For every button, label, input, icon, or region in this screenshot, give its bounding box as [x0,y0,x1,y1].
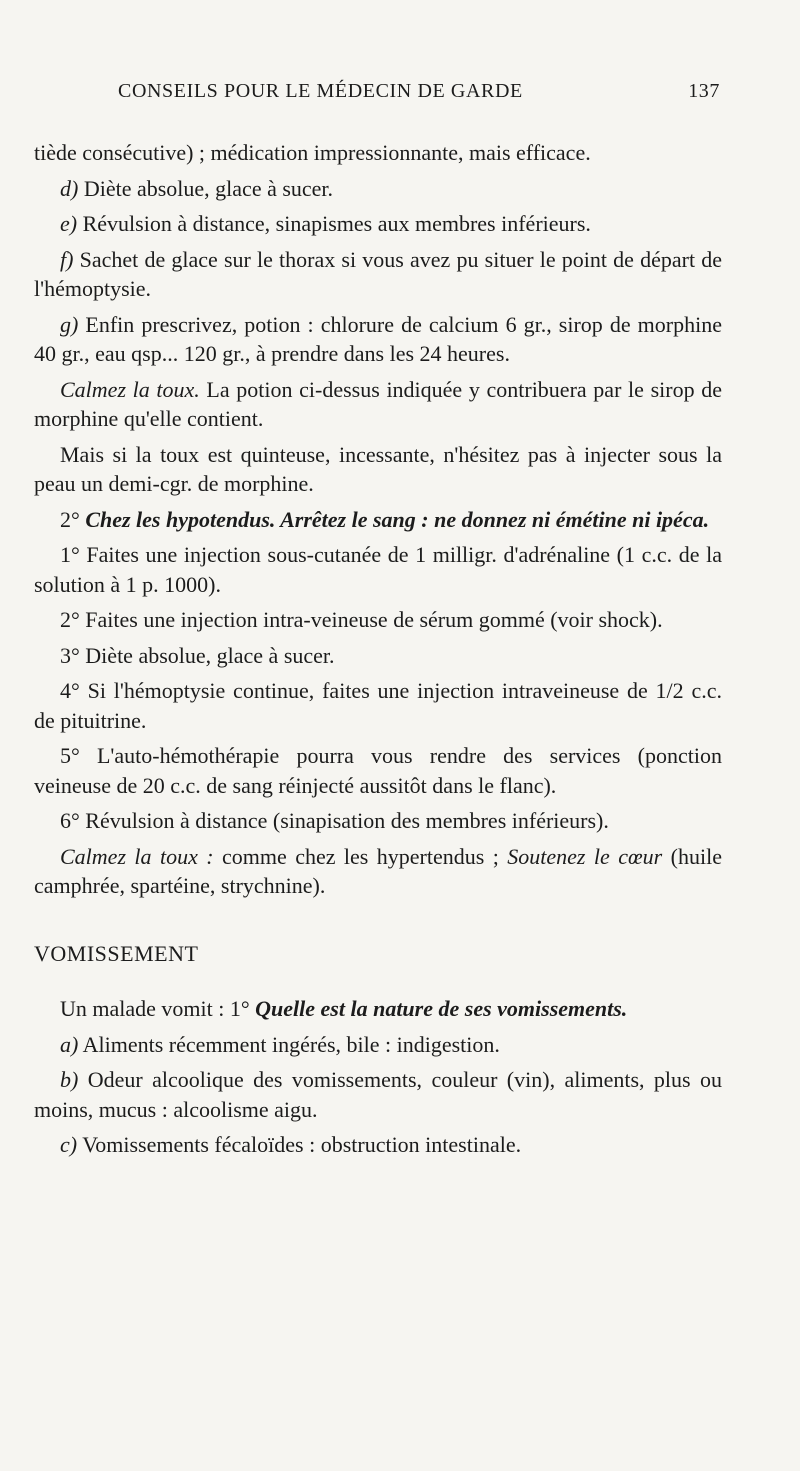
paragraph-item-4: 4° Si l'hémoptysie continue, faites une injection intraveineuse de 1/2 c.c. de pituitrine. [34,678,722,733]
paragraph-item-1: 1° Faites une injection sous-cutanée de 1 milligr. d'adrénaline (1 c.c. de la solution à 1 p. 1000). [34,542,722,597]
bold-italic-heading: Chez les hypotendus. Arrêtez le sang : ne donnez ni émétine ni ipéca. [79,506,710,532]
paragraph-calmez-toux: Calmez la toux. La potion ci-dessus indiquée y contribuera par le sirop de morphine qu'elle contient. [34,376,722,431]
bold-italic-question: Quelle est la nature de ses vomissements. [255,996,628,1021]
page-number: 137 [688,80,720,102]
paragraph-e: e) Révulsion à distance, sinapismes aux membres inférieurs. [60,211,591,236]
paragraph-item-6: 6° Révulsion à distance (sinapisation des membres inférieurs). [60,808,609,833]
paragraph-hypotendus: 2° Chez les hypotendus. Arrêtez le sang : ne donnez ni émétine ni ipéca. [60,506,710,532]
italic-lead: Calmez la toux. [60,376,200,402]
paragraph-f: f) Sachet de glace sur le thorax si vous avez pu situer le point de départ de l'hémoptysie. [34,246,722,301]
paragraph-vomit-b: b) Odeur alcoolique des vomissements, couleur (vin), aliments, plus ou moins, mucus : alcoolisme aigu. [34,1067,722,1122]
paragraph-vomit-a: a) Aliments récemment ingérés, bile : indigestion. [60,1031,500,1057]
list-letter: a) [60,1031,79,1057]
list-letter: b) [60,1067,79,1092]
list-letter: e) [60,211,78,236]
list-letter: f) [60,246,74,272]
running-title: CONSEILS POUR LE MÉDECIN DE GARDE [118,80,523,102]
paragraph-morphine: Mais si la toux est quinteuse, incessante, n'hésitez pas à injecter sous la peau un demi-cgr. de morphine. [34,441,722,496]
paragraph-continuation: tiède consécutive) ; médication impressionnante, mais efficace. [34,140,591,165]
list-letter: c) [60,1132,78,1157]
section-title: VOMISSEMENT [34,940,199,966]
paragraph-vomit-c: c) Vomissements fécaloïdes : obstruction intestinale. [60,1132,522,1157]
paragraph-item-3: 3° Diète absolue, glace à sucer. [60,642,335,668]
paragraph-d: d) Diète absolue, glace à sucer. [60,175,334,201]
paragraph-vomit-intro: Un malade vomit : 1° Quelle est la nature de ses vomissements. [60,996,628,1021]
list-letter: d) [60,175,79,201]
page-body [34,138,722,1166]
paragraph-g: g) Enfin prescrivez, potion : chlorure de calcium 6 gr., sirop de morphine 40 gr., eau qsp... 120 gr., à prendre dans les 24 heures. [34,311,722,366]
paragraph-soutenez: Calmez la toux : comme chez les hypertendus ; Soutenez le cœur (huile camphrée, spartéine, strychnine). [34,843,722,898]
paragraph-item-5: 5° L'auto-hémothérapie pourra vous rendre des services (ponction veineuse de 20 c.c. de sang réinjecté aussitôt dans le flanc). [34,743,722,798]
paragraph-item-2: 2° Faites une injection intra-veineuse de sérum gommé (voir shock). [60,607,663,632]
list-letter: g) [60,311,79,337]
